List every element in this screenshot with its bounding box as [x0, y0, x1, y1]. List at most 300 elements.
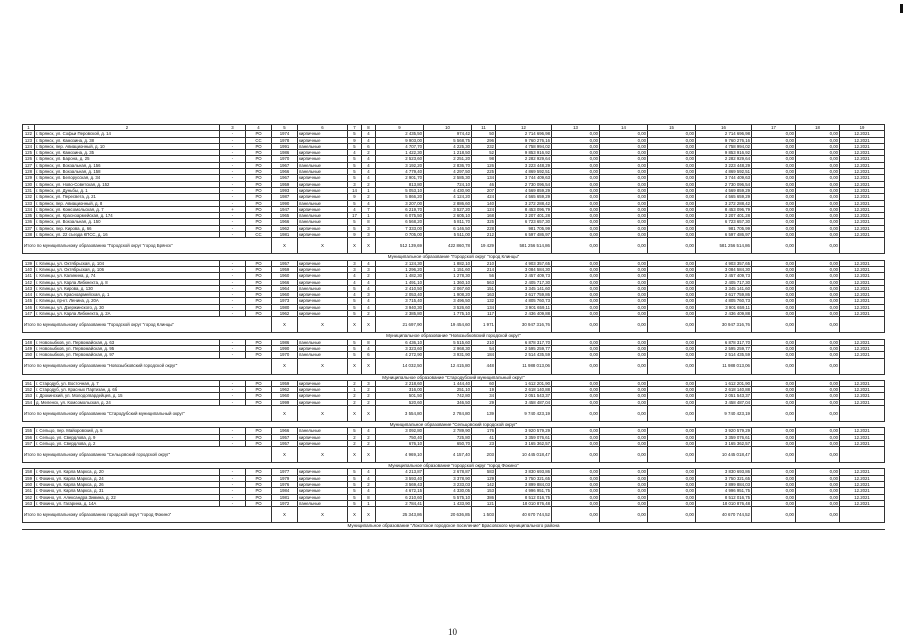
- table-cell: 3 527,20: [424, 206, 472, 212]
- table-cell: 4: [362, 260, 376, 266]
- table-cell: РО: [246, 285, 272, 291]
- subtotal-cell: 20 636,85: [424, 507, 472, 523]
- table-cell: 325: [472, 219, 496, 225]
- subtotal-cell: 4 969,10: [376, 447, 424, 463]
- table-cell: 0,00: [600, 500, 648, 506]
- table-cell: 228: [472, 225, 496, 231]
- table-cell: 8 512 016,75: [696, 494, 752, 500]
- table-cell: РО: [246, 169, 272, 175]
- table-cell: 8 453 096,79: [696, 206, 752, 212]
- table-cell: 134: [23, 206, 35, 212]
- section-heading: Муниципальное образование "Новозыбковский городской округ": [23, 333, 885, 339]
- table-cell: 0,00: [648, 187, 696, 193]
- table-cell: г. Сельцо, ул. Свердлова, д. 2: [35, 440, 220, 446]
- subtotal-cell: X: [362, 317, 376, 333]
- table-cell: -: [220, 304, 246, 310]
- table-cell: 1979: [272, 475, 298, 481]
- table-cell: 0,00: [648, 482, 696, 488]
- table-cell: 3 192,20: [376, 162, 424, 168]
- table-cell: РО: [246, 494, 272, 500]
- table-cell: 12.2021: [840, 260, 885, 266]
- table-cell: 3 165 362,57: [696, 440, 752, 446]
- subtotal-cell: 448: [472, 358, 496, 374]
- table-cell: 0,00: [600, 399, 648, 405]
- table-cell: 12.2021: [840, 345, 885, 351]
- table-cell: 12.2021: [840, 393, 885, 399]
- table-cell: 0,00: [600, 232, 648, 238]
- table-cell: кирпичные: [298, 393, 348, 399]
- table-cell: 17: [348, 213, 362, 219]
- table-cell: 0,00: [552, 232, 600, 238]
- table-cell: 0,00: [552, 213, 600, 219]
- table-cell: +: [220, 206, 246, 212]
- table-cell: 140: [472, 200, 496, 206]
- table-cell: 6 436,10: [376, 339, 424, 345]
- table-cell: 1957: [272, 260, 298, 266]
- table-cell: 0,00: [796, 434, 840, 440]
- table-cell: 176: [472, 428, 496, 434]
- table-cell: 2 523,60: [376, 156, 424, 162]
- table-cell: 3: [348, 260, 362, 266]
- table-cell: РО: [246, 213, 272, 219]
- table-cell: 0,00: [552, 298, 600, 304]
- table-cell: 12.2021: [840, 494, 885, 500]
- table-cell: 0 705,00: [376, 232, 424, 238]
- table-cell: 2: [362, 194, 376, 200]
- table-cell: 6 210,60: [376, 494, 424, 500]
- table-cell: 0,00: [648, 131, 696, 137]
- table-cell: 0,00: [796, 428, 840, 434]
- table-cell: 4 869 592,51: [696, 169, 752, 175]
- table-cell: 0,00: [648, 304, 696, 310]
- table-cell: 4: [362, 345, 376, 351]
- table-cell: 1986: [272, 150, 298, 156]
- table-cell: 12.2021: [840, 150, 885, 156]
- table-cell: 0,00: [552, 175, 600, 181]
- table-cell: г. Клинцы, ул. Дзержинского, д. 30: [35, 304, 220, 310]
- subtotal-cell: X: [362, 507, 376, 523]
- page-number: 10: [448, 627, 457, 637]
- table-cell: РО: [246, 225, 272, 231]
- section-heading: Муниципальное образование "городской округ "город Фокино": [23, 463, 885, 469]
- table-cell: -: [220, 440, 246, 446]
- table-cell: 1978: [272, 137, 298, 143]
- table-cell: -: [220, 156, 246, 162]
- column-number-cell: 10: [424, 125, 472, 131]
- subtotal-cell: 422 860,78: [424, 238, 472, 254]
- table-cell: 1959: [272, 181, 298, 187]
- table-cell: 4: [362, 169, 376, 175]
- table-cell: 2 053,40: [376, 292, 424, 298]
- table-cell: 3 569,43: [376, 482, 424, 488]
- table-cell: РО: [246, 298, 272, 304]
- subtotal-cell: X: [272, 405, 298, 421]
- table-cell: 0,00: [752, 162, 796, 168]
- table-cell: 0,00: [600, 475, 648, 481]
- table-cell: г. Брянск, ул. 22 съезда КПСС, д. 16: [35, 232, 220, 238]
- table-cell: 0,00: [752, 260, 796, 266]
- table-cell: 7: [362, 206, 376, 212]
- table-cell: 0,00: [752, 175, 796, 181]
- table-cell: 0,00: [600, 162, 648, 168]
- table-cell: 4 672,15: [376, 488, 424, 494]
- table-cell: г. Клинцы, ул. Октябрьская, д. 104: [35, 260, 220, 266]
- table-cell: 0,00: [796, 488, 840, 494]
- table-cell: кирпичные: [298, 225, 348, 231]
- table-cell: 9: [348, 194, 362, 200]
- table-cell: г. Клинцы, ул. Карла Либкнехта, д. 8: [35, 279, 220, 285]
- subtotal-cell: 0,00: [552, 238, 600, 254]
- table-cell: 2 051 543,37: [696, 393, 752, 399]
- table-cell: 0,00: [648, 500, 696, 506]
- table-cell: кирпичные: [298, 345, 348, 351]
- table-cell: 6 568,20: [376, 219, 424, 225]
- table-cell: 0,00: [600, 137, 648, 143]
- subtotal-cell: 0,00: [752, 238, 796, 254]
- table-cell: -: [220, 345, 246, 351]
- subtotal-cell: 0,00: [552, 317, 600, 333]
- table-cell: 1 882,10: [424, 260, 472, 266]
- table-cell: 124: [23, 143, 35, 149]
- table-cell: -: [220, 213, 246, 219]
- table-cell: кирпичные: [298, 494, 348, 500]
- table-cell: 0,00: [552, 434, 600, 440]
- subtotal-cell: 0,00: [752, 507, 796, 523]
- table-cell: 5: [348, 298, 362, 304]
- table-cell: 12.2021: [840, 266, 885, 272]
- subtotal-cell: X: [348, 358, 362, 374]
- table-cell: 0,00: [796, 440, 840, 446]
- table-cell: 5: [348, 488, 362, 494]
- subtotal-cell: 40 670 744,52: [496, 507, 552, 523]
- table-cell: г. Фокино, ул. Карла Маркса, д. 31: [35, 488, 220, 494]
- subtotal-label: Итого по муниципальному образованию "Стародубский муниципальный округ": [23, 405, 272, 421]
- table-cell: г. Брянск, ул. Вокзальная, д. 158: [35, 169, 220, 175]
- table-cell: 1 444,40: [424, 380, 472, 386]
- table-cell: 0,00: [600, 219, 648, 225]
- table-cell: 0,00: [600, 200, 648, 206]
- table-cell: -: [220, 194, 246, 200]
- table-cell: 4 297,50: [424, 169, 472, 175]
- table-cell: 4: [362, 156, 376, 162]
- table-cell: 142: [23, 279, 35, 285]
- subtotal-cell: 0,00: [752, 405, 796, 421]
- table-cell: 12.2021: [840, 200, 885, 206]
- table-cell: кирпичные: [298, 266, 348, 272]
- table-cell: 0,00: [648, 285, 696, 291]
- table-cell: 4: [362, 162, 376, 168]
- table-cell: -: [220, 137, 246, 143]
- table-cell: 6: [362, 143, 376, 149]
- table-cell: 4 213,87: [376, 469, 424, 475]
- table-cell: 159: [23, 475, 35, 481]
- table-cell: 3 345 141,60: [496, 285, 552, 291]
- table-cell: 0,00: [752, 181, 796, 187]
- table-cell: 0,00: [552, 260, 600, 266]
- table-cell: РО: [246, 273, 272, 279]
- table-cell: 60: [472, 380, 496, 386]
- table-cell: 0,00: [796, 131, 840, 137]
- table-cell: 1 612 201,90: [696, 380, 752, 386]
- table-cell: 9 853 916,92: [496, 150, 552, 156]
- subtotal-cell: 0,00: [796, 405, 840, 421]
- table-cell: 3 593,40: [376, 475, 424, 481]
- subtotal-cell: X: [272, 358, 298, 374]
- table-cell: 0,00: [552, 225, 600, 231]
- table-cell: 0,00: [600, 175, 648, 181]
- section-heading: Муниципальное образование "Стародубский муниципальный округ": [23, 374, 885, 380]
- table-cell: 9 760 276,16: [696, 137, 752, 143]
- table-cell: 0,00: [752, 494, 796, 500]
- table-cell: 0,00: [752, 399, 796, 405]
- table-cell: 3 899 884,03: [496, 482, 552, 488]
- table-cell: 2: [348, 434, 362, 440]
- subtotal-cell: 0,00: [600, 447, 648, 463]
- table-cell: 12.2021: [840, 352, 885, 358]
- table-cell: 0,00: [552, 339, 600, 345]
- table-cell: г. Сельцо, ул. Свердлова, д. 9: [35, 434, 220, 440]
- table-cell: г. Брянск, ул. Пересвета, д. 21: [35, 194, 220, 200]
- subtotal-cell: 11 988 013,06: [696, 358, 752, 374]
- table-cell: 0,00: [600, 387, 648, 393]
- table-cell: 6 723 657,30: [696, 219, 752, 225]
- table-cell: 2 678,87: [424, 469, 472, 475]
- table-cell: 5 575,10: [424, 494, 472, 500]
- table-cell: 29: [472, 399, 496, 405]
- table-cell: панельные: [298, 285, 348, 291]
- table-cell: 1981: [272, 232, 298, 238]
- table-cell: 5: [348, 156, 362, 162]
- subtotal-cell: 0,00: [648, 507, 696, 523]
- table-cell: 0,00: [648, 213, 696, 219]
- subtotal-cell: X: [298, 358, 348, 374]
- subtotal-cell: 0,00: [796, 358, 840, 374]
- table-cell: 8: [362, 494, 376, 500]
- table-cell: 1966: [272, 219, 298, 225]
- column-number-cell: 3: [220, 125, 246, 131]
- table-cell: 0,00: [796, 213, 840, 219]
- table-cell: 0,00: [648, 219, 696, 225]
- table-cell: 0,00: [752, 194, 796, 200]
- table-cell: 0,00: [752, 292, 796, 298]
- table-cell: г. Брянск, ул. Дуньбы, д. 1: [35, 187, 220, 193]
- table-cell: 0,00: [796, 399, 840, 405]
- table-cell: 6 878 317,70: [696, 339, 752, 345]
- subtotal-label: Итого по муниципальному образованию "Новозыбковский городской округ": [23, 358, 272, 374]
- table-cell: РО: [246, 266, 272, 272]
- table-cell: 1: [362, 213, 376, 219]
- table-cell: 1987: [272, 194, 298, 200]
- table-cell: 225: [472, 169, 496, 175]
- table-cell: панельные: [298, 143, 348, 149]
- table-cell: 3 715,40: [376, 298, 424, 304]
- table-cell: 132: [472, 298, 496, 304]
- table-cell: -: [220, 175, 246, 181]
- table-cell: кирпичные: [298, 440, 348, 446]
- table-cell: 122: [23, 131, 35, 137]
- table-cell: -: [220, 482, 246, 488]
- table-cell: РО: [246, 175, 272, 181]
- subtotal-cell: [840, 447, 885, 463]
- table-cell: 138: [23, 232, 35, 238]
- table-cell: 1 908,20: [424, 292, 472, 298]
- table-cell: 0,00: [648, 266, 696, 272]
- subtotal-label: Итого по муниципальному образованию "Городской округ "город Клинцы": [23, 317, 272, 333]
- table-cell: 12.2021: [840, 339, 885, 345]
- table-cell: 18 010 876,48: [496, 500, 552, 506]
- table-cell: 3: [348, 181, 362, 187]
- table-cell: кирпичные: [298, 434, 348, 440]
- table-cell: 19: [472, 387, 496, 393]
- table-cell: 6 597 486,97: [496, 232, 552, 238]
- table-cell: 0,00: [552, 345, 600, 351]
- table-cell: 0,00: [552, 475, 600, 481]
- table-cell: 0,00: [552, 428, 600, 434]
- table-cell: 12.2021: [840, 232, 885, 238]
- table-cell: -: [220, 469, 246, 475]
- table-cell: 0,00: [648, 399, 696, 405]
- subtotal-cell: 2 784,80: [424, 405, 472, 421]
- subtotal-label: Итого по муниципальному образованию "Городской округ "город Брянск": [23, 238, 272, 254]
- table-cell: РО: [246, 143, 272, 149]
- table-cell: 4 805 760,73: [496, 298, 552, 304]
- table-cell: -: [220, 181, 246, 187]
- table-cell: 143: [23, 285, 35, 291]
- table-cell: 0,00: [752, 298, 796, 304]
- table-cell: 1965: [272, 213, 298, 219]
- table-cell: 1962: [272, 387, 298, 393]
- subtotal-cell: X: [362, 358, 376, 374]
- table-cell: 163: [472, 292, 496, 298]
- table-cell: 2 067,60: [424, 285, 472, 291]
- table-cell: 2 218,60: [376, 380, 424, 386]
- table-cell: кирпичные: [298, 131, 348, 137]
- table-cell: 1990: [272, 200, 298, 206]
- subtotal-cell: X: [362, 447, 376, 463]
- table-cell: 0,00: [648, 428, 696, 434]
- table-cell: 0,00: [552, 137, 600, 143]
- table-cell: г. Брянск, ул. Вокзальная, д. 150: [35, 219, 220, 225]
- subtotal-cell: X: [272, 447, 298, 463]
- table-cell: 0,00: [600, 380, 648, 386]
- column-number-cell: 9: [376, 125, 424, 131]
- table-cell: 981 705,99: [496, 225, 552, 231]
- table-cell: 2 886,60: [424, 200, 472, 206]
- table-cell: 129: [23, 175, 35, 181]
- table-cell: РО: [246, 304, 272, 310]
- table-cell: 2: [362, 181, 376, 187]
- table-cell: 0,00: [552, 440, 600, 446]
- table-cell: 3 526,60: [424, 304, 472, 310]
- table-cell: 6 723 657,30: [496, 219, 552, 225]
- table-cell: 4: [362, 298, 376, 304]
- table-cell: 0,00: [796, 469, 840, 475]
- table-cell: 0,00: [796, 169, 840, 175]
- table-cell: панельные: [298, 219, 348, 225]
- table-cell: РО: [246, 434, 272, 440]
- table-cell: кирпичные: [298, 292, 348, 298]
- table-cell: РО: [246, 131, 272, 137]
- table-cell: 12.2021: [840, 488, 885, 494]
- table-cell: 0,00: [648, 292, 696, 298]
- table-cell: 0,00: [796, 475, 840, 481]
- table-cell: 2 714 696,98: [696, 131, 752, 137]
- table-cell: РО: [246, 187, 272, 193]
- table-cell: 4 225,30: [424, 143, 472, 149]
- column-number-cell: 12: [496, 125, 552, 131]
- table-cell: 1966: [272, 428, 298, 434]
- table-cell: 1990: [272, 345, 298, 351]
- table-cell: 12.2021: [840, 428, 885, 434]
- table-cell: кирпичные: [298, 260, 348, 266]
- table-cell: РО: [246, 380, 272, 386]
- table-cell: 3 830 693,86: [496, 469, 552, 475]
- subtotal-cell: X: [298, 447, 348, 463]
- table-cell: 4: [348, 206, 362, 212]
- table-cell: 14: [348, 187, 362, 193]
- table-cell: 0,00: [752, 440, 796, 446]
- table-cell: 0,00: [600, 304, 648, 310]
- table-cell: 520,60: [376, 399, 424, 405]
- table-cell: 9: [348, 232, 362, 238]
- table-cell: 0,00: [552, 311, 600, 317]
- subtotal-cell: 0,00: [600, 317, 648, 333]
- table-cell: г. Брянск, ул. Красноармейская, д. 174: [35, 213, 220, 219]
- table-cell: 1959: [272, 266, 298, 272]
- table-cell: кирпичные: [298, 482, 348, 488]
- table-cell: 0,00: [752, 143, 796, 149]
- table-cell: -: [220, 143, 246, 149]
- table-cell: -: [220, 352, 246, 358]
- table-cell: 0,00: [552, 488, 600, 494]
- table-cell: 2: [362, 482, 376, 488]
- table-cell: 0,00: [752, 187, 796, 193]
- table-cell: 2 730 096,54: [696, 181, 752, 187]
- table-cell: 501,50: [376, 393, 424, 399]
- table-cell: 12.2021: [840, 194, 885, 200]
- table-cell: 0,00: [796, 225, 840, 231]
- table-cell: 0,00: [648, 279, 696, 285]
- table-cell: 4 272,90: [376, 352, 424, 358]
- table-cell: 3: [362, 232, 376, 238]
- table-cell: -: [220, 339, 246, 345]
- table-cell: -: [220, 232, 246, 238]
- table-cell: 0,00: [552, 156, 600, 162]
- table-cell: 0,00: [600, 213, 648, 219]
- table-cell: кирпичные: [298, 380, 348, 386]
- subtotal-row: [23, 317, 885, 333]
- table-cell: 725,80: [424, 434, 472, 440]
- table-cell: 0,00: [752, 475, 796, 481]
- table-cell: кирпичные: [298, 187, 348, 193]
- table-cell: 3 744 409,63: [496, 175, 552, 181]
- table-cell: 0,00: [552, 393, 600, 399]
- table-cell: г. Фокино, ул. Александра Зимина, д. 22: [35, 494, 220, 500]
- table-cell: 162: [23, 494, 35, 500]
- table-cell: 2 618 140,88: [696, 387, 752, 393]
- subtotal-cell: 19 454,60: [424, 317, 472, 333]
- table-cell: 2 124,30: [376, 260, 424, 266]
- table-cell: 2: [362, 393, 376, 399]
- table-cell: 3 617 759,86: [496, 292, 552, 298]
- table-cell: 12.2021: [840, 213, 885, 219]
- table-cell: 0,00: [600, 311, 648, 317]
- table-cell: 2 436 409,88: [696, 311, 752, 317]
- table-cell: 2 405 717,30: [496, 279, 552, 285]
- table-cell: -: [220, 399, 246, 405]
- table-cell: г. Брянск, пер. Авиационный, д. 8: [35, 200, 220, 206]
- subtotal-cell: 10 445 018,47: [496, 447, 552, 463]
